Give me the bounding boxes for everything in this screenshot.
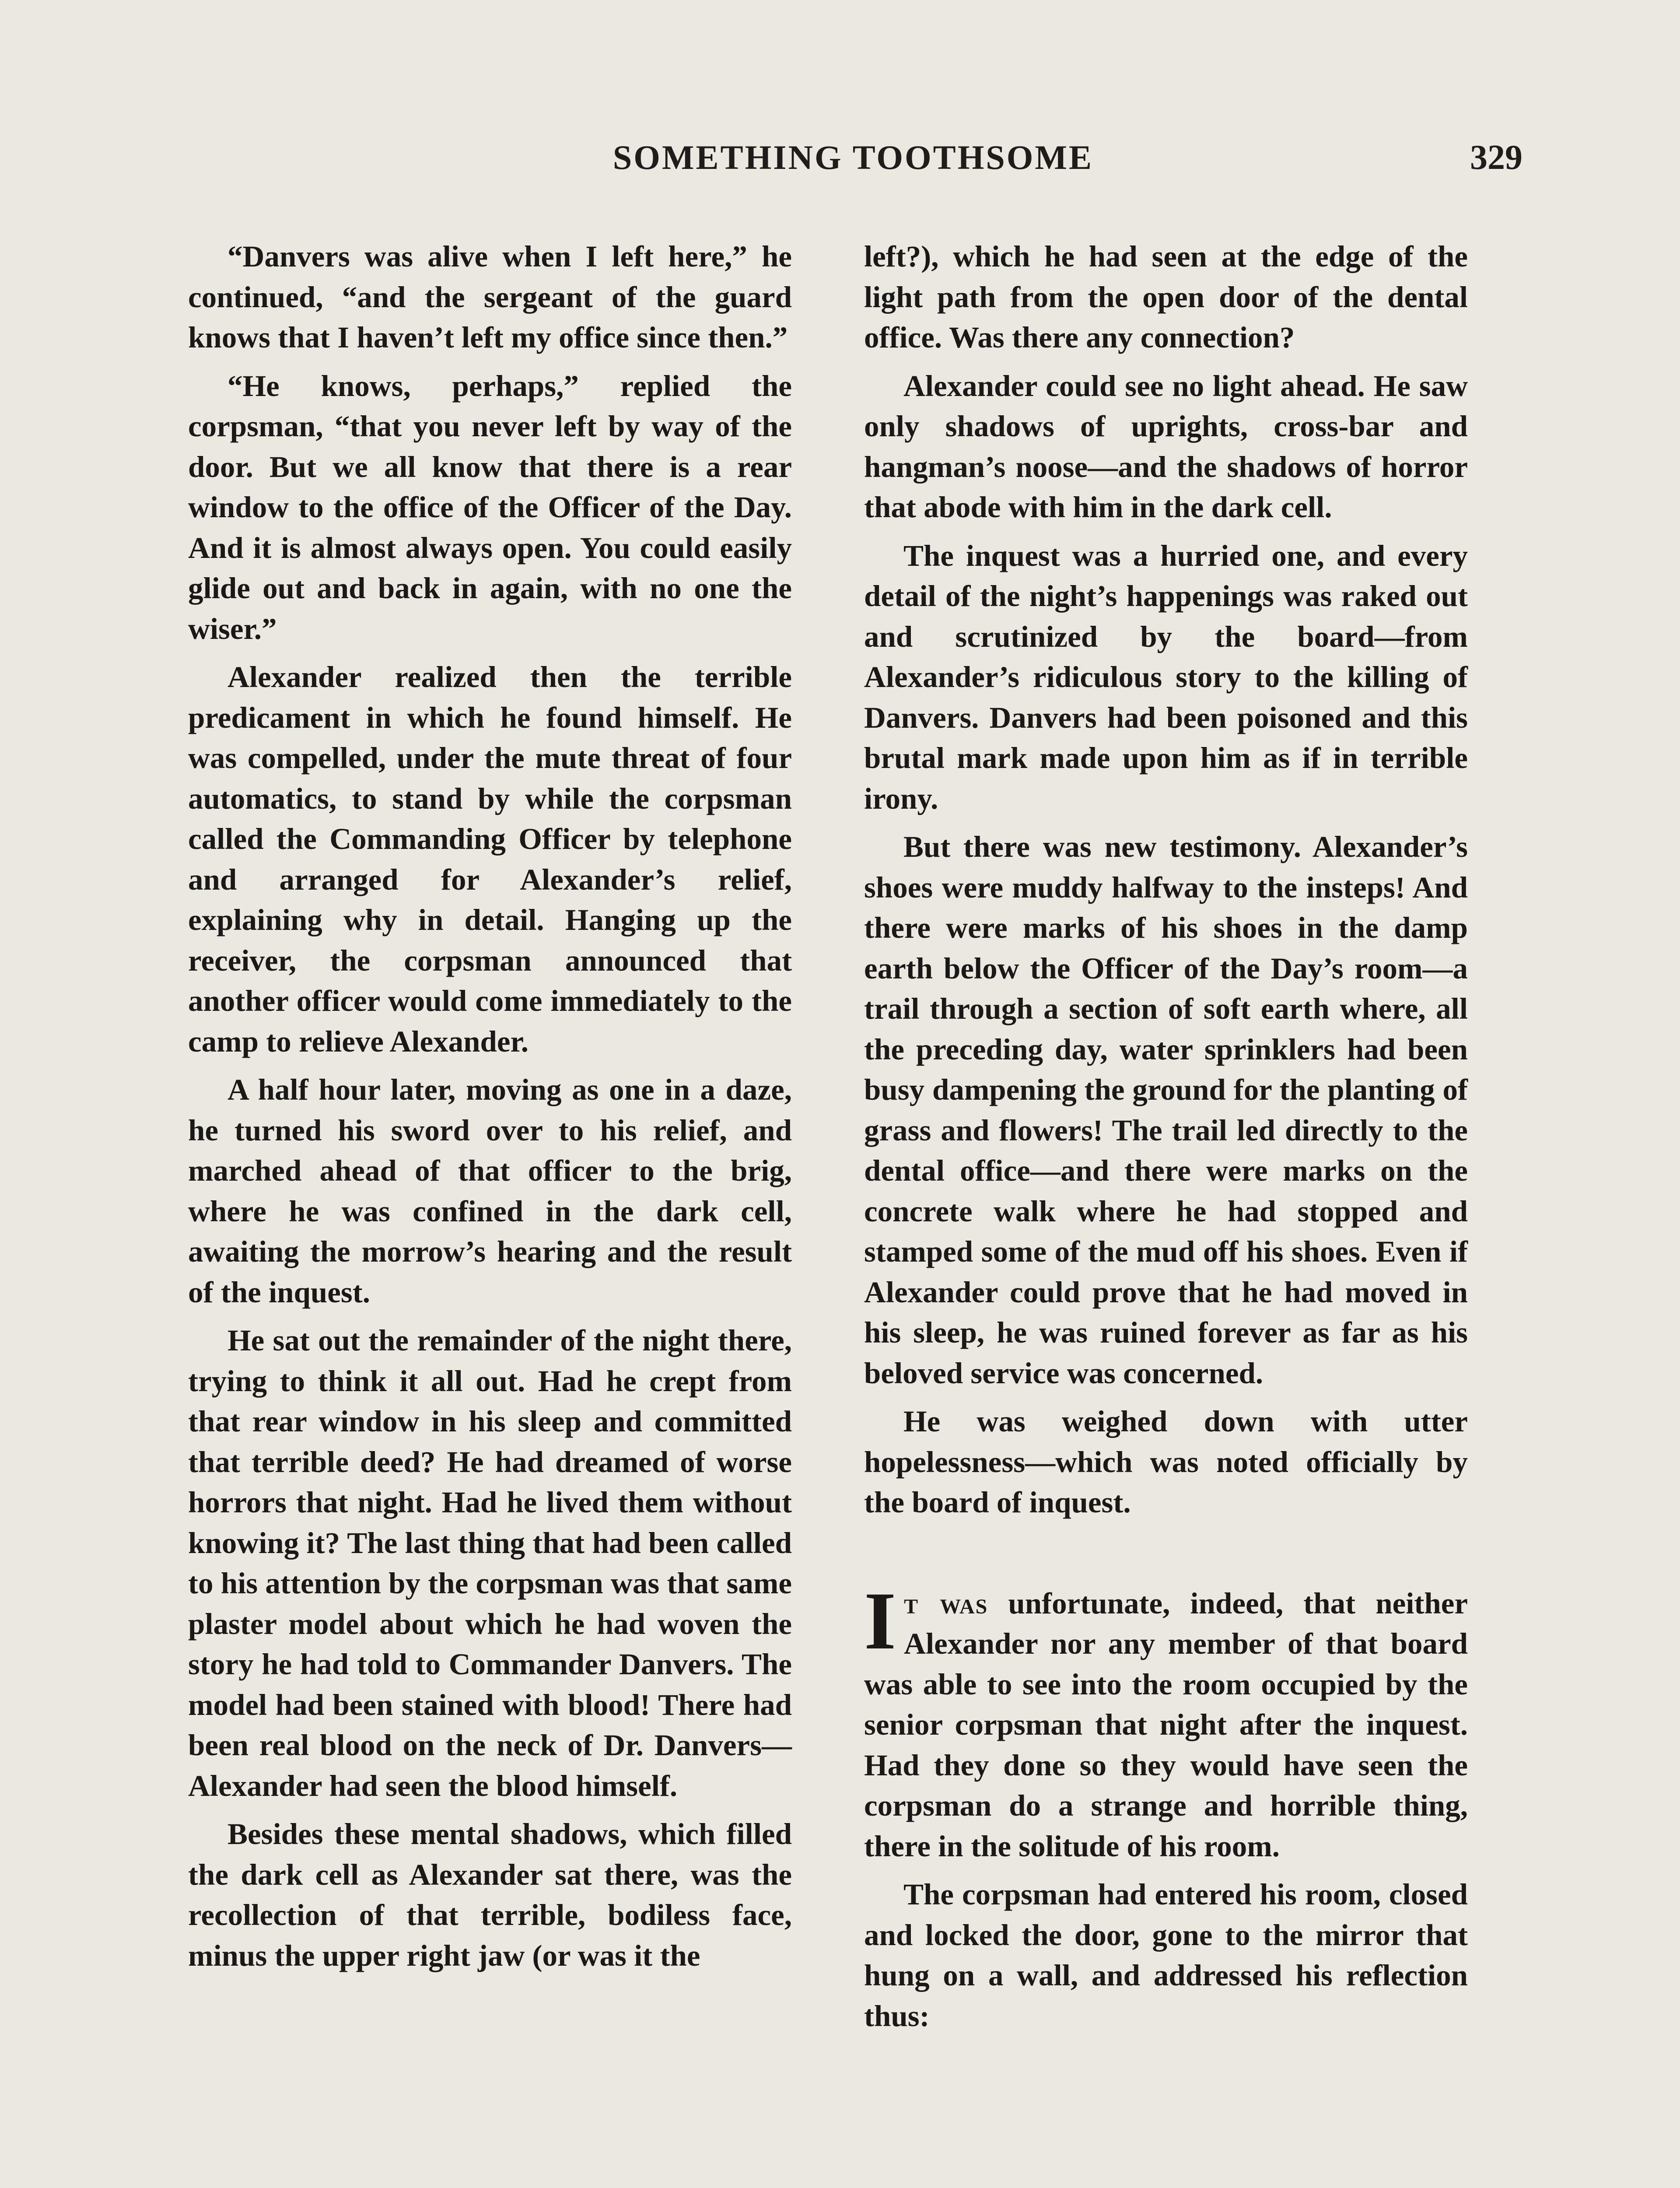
running-head bbox=[184, 138, 1522, 182]
page-number: 329 bbox=[1470, 138, 1522, 177]
paragraph: Alexander could see no light ahead. He saw only shadows of uprights, cross-bar and hangman’s noose—and the shadows of horror that abode with him in the dark cell. bbox=[864, 369, 1468, 524]
paragraph: left?), which he had seen at the edge of the light path from the open door of the dental office. Was there any connection? bbox=[864, 240, 1468, 354]
paragraph: He was weighed down with utter hopelessness—which was noted officially by the board of inquest. bbox=[864, 1405, 1468, 1519]
paragraph: The corpsman had entered his room, closed and locked the door, gone to the mirror that hung on a wall, and addressed his reflection thus: bbox=[864, 1878, 1468, 2033]
paragraph-text: unfortunate, indeed, that neither Alexander nor any member of that board was able to see into the room occupied by the senior corpsman that night after the inquest. Had they done so they would have seen the corpsman do a strange and horrible thing, there in the solitude of his room. bbox=[864, 1586, 1468, 1863]
section-opening-paragraph bbox=[864, 1574, 1468, 1867]
paragraph: Besides these mental shadows, which filled the dark cell as Alexander sat there, was the recollection of that terrible, bodiless face, minus the upper right jaw (or was it the bbox=[188, 1817, 792, 1972]
paragraph: Alexander realized then the terrible predicament in which he found himself. He was compelled, under the mute threat of four automatics, to stand by while the corpsman called the Commanding Officer by telephone and arranged for Alexander’s relief, explaining why in detail. Hanging up the receiver, the corpsman announced that another officer would come immediately to the camp to relieve Alexander. bbox=[188, 660, 792, 1058]
paragraph: A half hour later, moving as one in a daze, he turned his sword over to his relief, and marched ahead of that officer to the brig, where he was confined in the dark cell, awaiting the morrow’s hearing and the result of the inquest. bbox=[188, 1073, 792, 1309]
section-break bbox=[864, 1531, 1468, 1583]
small-caps-lead: t was bbox=[904, 1586, 988, 1620]
paragraph: The inquest was a hurried one, and every detail of the night’s happenings was raked out and scrutinized by the board—from Alexander’s ridiculous story to the killing of Danvers. Danvers had been poisoned and this brutal mark made upon him as if in terrible irony. bbox=[864, 539, 1468, 815]
paragraph: He sat out the remainder of the night there, trying to think it all out. Had he crept from that rear window in his sleep and committed that terrible deed? He had dreamed of worse horrors that night. Had he lived them without knowing it? The last thing that had been called to his attention by the corpsman was that same plaster model about which he had woven the story he had told to Commander Danvers. The model had been stained with blood! There had been real blood on the neck of Dr. Danvers—Alexander had seen the blood himself. bbox=[188, 1324, 792, 1802]
paragraph: “He knows, perhaps,” replied the corpsman, “that you never left by way of the door. But we all know that there is a rear window to the office of the Officer of the Day. And it is almost always open. You could easily glide out and back in again, with no one the wiser.” bbox=[188, 369, 792, 645]
paragraph: But there was new testimony. Alexander’s shoes were muddy halfway to the insteps! And there were marks of his shoes in the damp earth below the Officer of the Day’s room—a trail through a section of soft earth where, all the preceding day, water sprinklers had been busy dampening the ground for the planting of grass and flowers! The trail led directly to the dental office—and there were marks on the concrete walk where he had stopped and stamped some of the mud off his shoes. Even if Alexander could prove that he had moved in his sleep, he was ruined forever as far as his beloved service was concerned. bbox=[864, 830, 1468, 1390]
running-title: SOMETHING TOOTHSOME bbox=[612, 138, 1094, 176]
left-column bbox=[188, 236, 792, 1984]
right-column bbox=[864, 236, 1468, 2044]
drop-cap: I bbox=[864, 1574, 896, 1666]
paragraph: “Danvers was alive when I left here,” he continued, “and the sergeant of the guard knows that I haven’t left my office since then.” bbox=[188, 240, 792, 354]
